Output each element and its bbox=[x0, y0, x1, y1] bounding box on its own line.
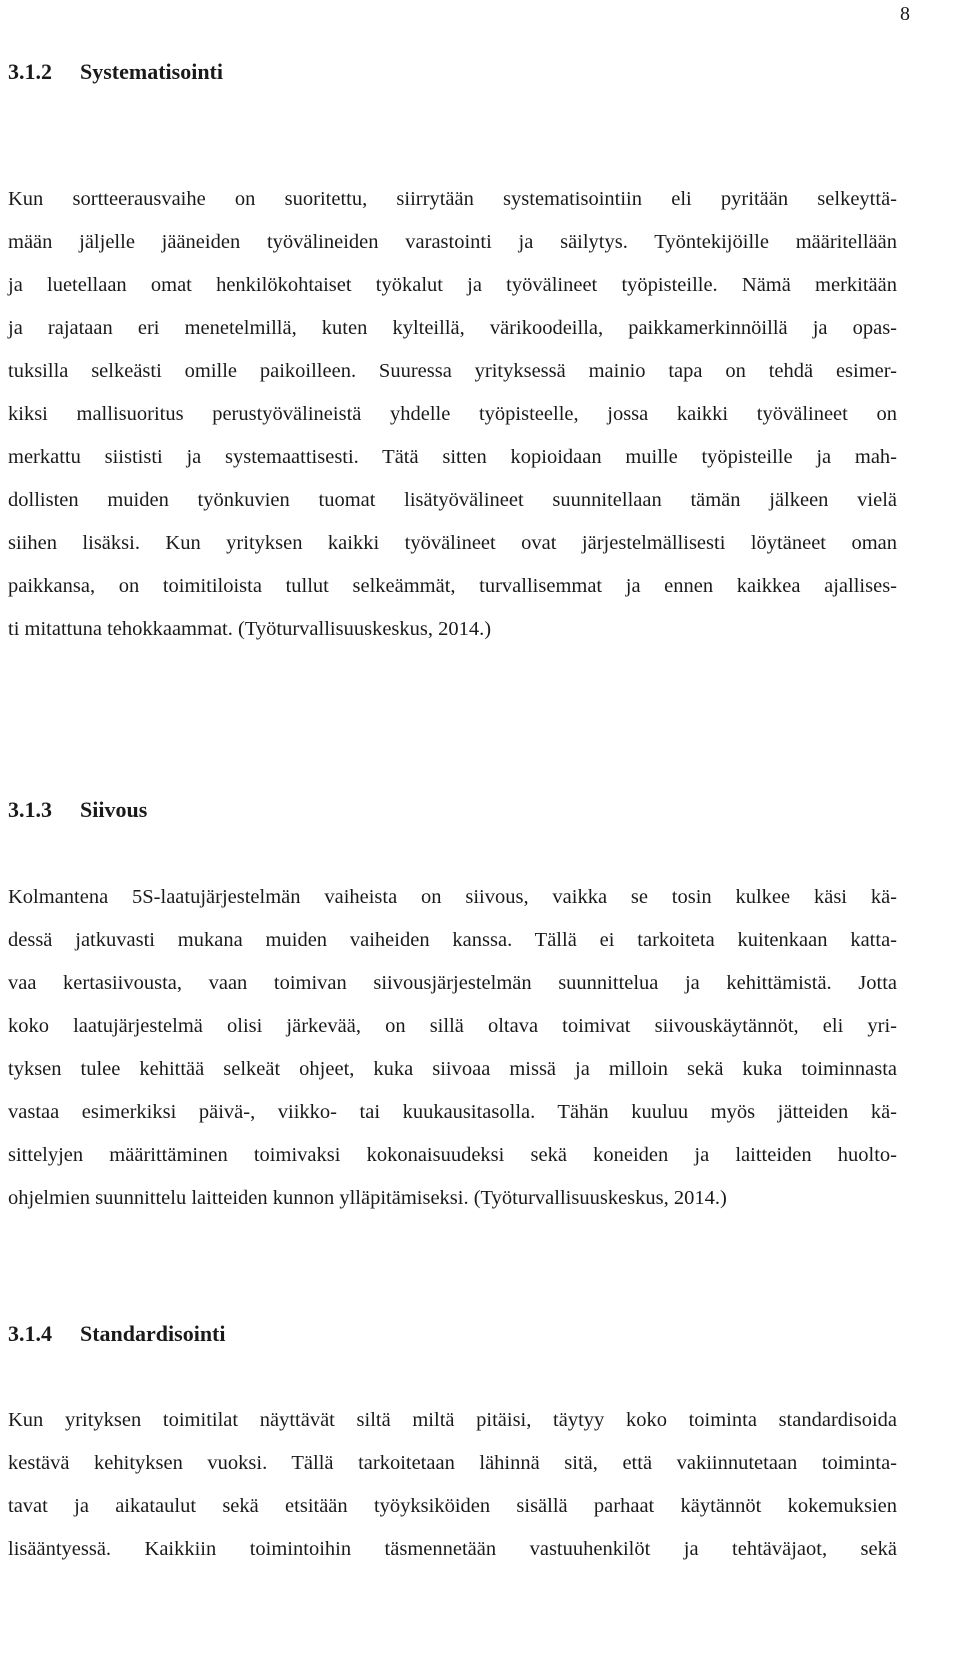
section-heading bbox=[8, 1320, 226, 1348]
text-line: Kolmantena 5S-laatujärjestelmän vaiheista on siivous, vaikka se tosin kulkee käsi kä- bbox=[8, 886, 897, 908]
text-line: koko laatujärjestelmä olisi järkevää, on sillä oltava toimivat siivouskäytännöt, eli yri- bbox=[8, 1015, 897, 1037]
text-line: dessä jatkuvasti mukana muiden vaiheiden kanssa. Tällä ei tarkoiteta kuitenkaan katta- bbox=[8, 929, 897, 951]
section-number: 3.1.2 bbox=[8, 59, 52, 84]
text-line: ohjelmien suunnittelu laitteiden kunnon ylläpitämiseksi. (Työturvallisuuskeskus, 2014.) bbox=[8, 1187, 727, 1209]
text-line: sittelyjen määrittäminen toimivaksi kokonaisuudeksi sekä koneiden ja laitteiden huolto- bbox=[8, 1144, 897, 1166]
text-line: vastaa esimerkiksi päivä-, viikko- tai kuukausitasolla. Tähän kuuluu myös jätteiden kä- bbox=[8, 1101, 897, 1123]
section-number: 3.1.4 bbox=[8, 1321, 52, 1346]
text-line: tuksilla selkeästi omille paikoilleen. Suuressa yrityksessä mainio tapa on tehdä esimer- bbox=[8, 360, 897, 382]
section-title: Siivous bbox=[80, 797, 148, 822]
section-heading bbox=[8, 796, 147, 824]
text-line: merkattu siististi ja systemaattisesti. Tätä sitten kopioidaan muille työpisteille ja mah- bbox=[8, 446, 897, 468]
text-line: kestävä kehityksen vuoksi. Tällä tarkoitetaan lähinnä sitä, että vakiinnutetaan toiminta- bbox=[8, 1452, 897, 1474]
text-line: vaa kertasiivousta, vaan toimivan siivousjärjestelmän suunnittelua ja kehittämistä. Jotta bbox=[8, 972, 897, 994]
text-line: Kun sortteerausvaihe on suoritettu, siirrytään systematisointiin eli pyritään selkeyttä- bbox=[8, 188, 897, 210]
text-line: siihen lisäksi. Kun yrityksen kaikki työvälineet ovat järjestelmällisesti löytäneet oman bbox=[8, 532, 897, 554]
text-line: tavat ja aikataulut sekä etsitään työyksiköiden sisällä parhaat käytännöt kokemuksien bbox=[8, 1495, 897, 1517]
text-line: ja rajataan eri menetelmillä, kuten kylteillä, värikoodeilla, paikkamerkinnöillä ja opas- bbox=[8, 317, 897, 339]
text-line: Kun yrityksen toimitilat näyttävät siltä miltä pitäisi, täytyy koko toiminta standardisoida bbox=[8, 1409, 897, 1431]
section-number: 3.1.3 bbox=[8, 797, 52, 822]
text-line: ti mitattuna tehokkaammat. (Työturvallisuuskeskus, 2014.) bbox=[8, 618, 492, 640]
text-line: paikkansa, on toimitiloista tullut selkeämmät, turvallisemmat ja ennen kaikkea ajallises- bbox=[8, 575, 897, 597]
text-line: mään jäljelle jääneiden työvälineiden varastointi ja säilytys. Työntekijöille määritellään bbox=[8, 231, 897, 253]
text-line: ja luetellaan omat henkilökohtaiset työkalut ja työvälineet työpisteille. Nämä merkitään bbox=[8, 274, 897, 296]
page-number: 8 bbox=[900, 3, 910, 25]
section-title: Standardisointi bbox=[80, 1321, 226, 1346]
text-line: kiksi mallisuoritus perustyövälineistä yhdelle työpisteelle, jossa kaikki työvälineet on bbox=[8, 403, 897, 425]
text-line: lisääntyessä. Kaikkiin toimintoihin täsmennetään vastuuhenkilöt ja tehtäväjaot, sekä bbox=[8, 1538, 897, 1560]
text-line: dollisten muiden työnkuvien tuomat lisätyövälineet suunnitellaan tämän jälkeen vielä bbox=[8, 489, 897, 511]
section-heading bbox=[8, 58, 223, 86]
text-line: tyksen tulee kehittää selkeät ohjeet, kuka siivoaa missä ja milloin sekä kuka toiminnasta bbox=[8, 1058, 897, 1080]
section-title: Systematisointi bbox=[80, 59, 223, 84]
